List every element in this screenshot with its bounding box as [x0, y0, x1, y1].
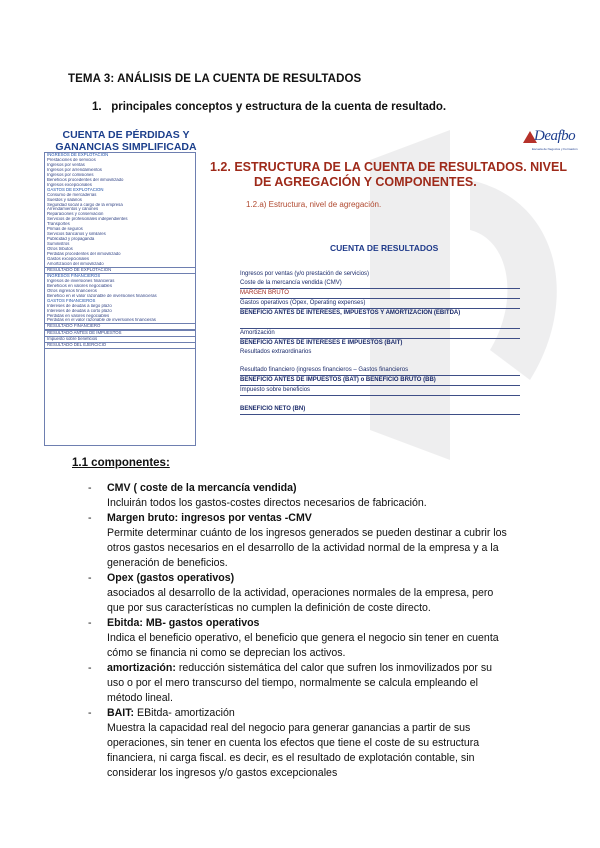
component-term: Margen bruto: ingresos por ventas -CMV [107, 512, 312, 524]
bullet-dash: - [88, 512, 92, 524]
component-term-line [107, 511, 538, 526]
pyg-row: Beneficios en valores negociables [47, 283, 112, 288]
pyg-row: Transportes [47, 222, 70, 227]
income-row: Impuesto sobre beneficios [240, 386, 520, 396]
component-term-rest: EBitda- amortización [134, 707, 235, 719]
pyg-row: Consumo de mercaderías [47, 192, 97, 197]
pyg-row: Sueldos y salarios [47, 197, 82, 202]
slide-title [210, 160, 580, 190]
components-heading: 1.1 componentes: [72, 457, 170, 469]
subsection-number: 1. [92, 101, 102, 113]
component-description-line: que por sus características no cumplen la definición de coste directo. [107, 602, 431, 614]
pyg-row: Ingresos por comisiones [47, 172, 94, 177]
income-row: Gastos operativos (Opex, Operating expenses) [240, 299, 520, 309]
logo-text: Deafbo [534, 128, 576, 144]
component-description-line: Muestra la capacidad real del negocio para generar ganancias a partir de sus [107, 722, 471, 734]
pyg-row: Intereses de deudas a largo plazo [47, 303, 112, 308]
component-description-line: cómo se financia ni como se deprecian los activos. [107, 647, 346, 659]
pyg-row: Primas de seguros [47, 227, 83, 232]
component-term-line [107, 481, 538, 496]
bullet-dash: - [88, 707, 92, 719]
component-description-line: uso o por el mero transcurso del tiempo, normalmente se calcula empleando el [107, 677, 478, 689]
left-figure-title [48, 129, 204, 153]
pyg-row: RESULTADO FINANCIERO [45, 323, 195, 330]
slide-title-line1: 1.2. ESTRUCTURA DE LA CUENTA DE RESULTADOS. NIVEL [210, 160, 567, 174]
pyg-row: Reparaciones y conservación [47, 212, 104, 217]
component-item [88, 571, 538, 616]
pyg-row: Arrendamientos y cánones [47, 207, 99, 212]
income-row: Resultado financiero (ingresos financieros – Gastos financieros [240, 366, 520, 376]
slide-title-line2: DE AGREGACIÓN Y COMPONENTES. [254, 175, 477, 189]
income-row: BENEFICIO ANTES DE IMPUESTOS (BAT) o BENEFICIO BRUTO (BB) [240, 376, 520, 386]
pyg-row: Publicidad y propaganda [47, 237, 95, 242]
bullet-dash: - [88, 572, 92, 584]
logo [520, 128, 580, 154]
pyg-row: INGRESOS DE EXPLOTACIÓN [47, 153, 109, 157]
component-term-line [107, 616, 538, 631]
component-description-line: Permite determinar cuánto de los ingresos generados se pueden destinar a cubrir los [107, 527, 507, 539]
left-figure-title-line2: GANANCIAS SIMPLIFICADA [55, 141, 197, 153]
component-description-line: Incluirán todos los gastos-costes directos necesarios de fabricación. [107, 497, 427, 509]
component-item [88, 706, 538, 781]
slide-subtitle: 1.2.a) Estructura, nivel de agregación. [246, 200, 382, 209]
pyg-row: RESULTADO DE EXPLOTACIÓN [45, 267, 195, 274]
pyg-row: Pérdidas en valores negociables [47, 313, 110, 318]
component-term: amortización: [107, 662, 176, 674]
component-description-line: generación de beneficios. [107, 557, 228, 569]
component-term-line [107, 661, 538, 676]
pyg-row: Prestaciones de servicios [47, 157, 96, 162]
logo-subtitle: Escuela de Negocios y Formación [532, 147, 578, 151]
pyg-row: Impuesto sobre beneficios [47, 337, 98, 342]
component-term: Ebitda: MB- gastos operativos [107, 617, 260, 629]
pyg-row: Ingresos excepcionales [47, 182, 92, 187]
component-description-line: otros gastos necesarios en el desarrollo de la actividad normal de la empresa y a la [107, 542, 499, 554]
pyg-row: Beneficio en el valor razonable de inversiones financieras [47, 293, 157, 298]
components-list [88, 481, 538, 781]
pyg-row: Beneficios procedentes del inmovilizado [47, 177, 124, 182]
income-row [240, 396, 520, 405]
component-term-line [107, 706, 538, 721]
pyg-row: Otros tributos [47, 247, 73, 252]
bullet-dash: - [88, 617, 92, 629]
pyg-row: Servicios bancarios y similares [47, 232, 106, 237]
pyg-row: Suministros [47, 242, 70, 247]
income-row: Resultados extraordinarios [240, 348, 312, 355]
bullet-dash: - [88, 662, 92, 674]
income-row: Ingresos por ventas (y/o prestación de servicios) [240, 271, 370, 277]
simplified-pyg-table [44, 152, 196, 446]
bullet-dash: - [88, 482, 92, 494]
page-title: TEMA 3: ANÁLISIS DE LA CUENTA DE RESULTADOS [68, 73, 362, 85]
component-term-line [107, 571, 538, 586]
subsection-text: principales conceptos y estructura de la cuenta de resultado. [111, 101, 447, 113]
pyg-row: Ingresos por ventas [47, 162, 85, 167]
pyg-row: Pérdidas procedentes del inmovilizado [47, 252, 121, 257]
income-row [240, 318, 520, 328]
income-row: BENEFICIO ANTES DE INTERESES, IMPUESTOS Y AMORTIZACIÓN (EBITDA) [240, 310, 461, 317]
income-row: BENEFICIO NETO (BN) [240, 405, 520, 415]
component-term-rest: reducción sistemática del calor que sufren los inmovilizados por su [175, 662, 493, 674]
pyg-row: Otros ingresos financieros [47, 288, 97, 293]
income-row: BENEFICIO ANTES DE INTERESES E IMPUESTOS (BAIT) [240, 339, 403, 346]
component-term: BAIT: [107, 707, 135, 719]
income-statement-table [240, 270, 520, 415]
component-item [88, 481, 538, 511]
component-item [88, 616, 538, 661]
pyg-row: Gastos excepcionales [47, 257, 90, 262]
pyg-row: RESULTADO ANTES DE IMPUESTOS [45, 330, 195, 337]
pyg-row: Intereses de deudas a corto plazo [47, 308, 112, 313]
component-description-line: asociados al desarrollo de la actividad, operaciones normales de la empresa, pero [107, 587, 494, 599]
pyg-row: GASTOS FINANCIEROS [47, 298, 96, 303]
component-description-line: considerar los ingresos y/o gastos excepcionales [107, 767, 338, 779]
pyg-row: Amortización del inmovilizado [47, 261, 104, 266]
component-term: Opex (gastos operativos) [107, 572, 235, 584]
pyg-row: INGRESOS FINANCIEROS [47, 273, 101, 278]
income-row: MARGEN BRUTO [240, 289, 520, 299]
income-row: Coste de la mercancía vendida (CMV) [240, 279, 520, 289]
pyg-row: Ingresos de inversiones financieras [47, 278, 115, 283]
subsection-title [92, 101, 446, 113]
pyg-row: RESULTADO DEL EJERCICIO [45, 342, 195, 349]
income-row [240, 357, 520, 366]
pyg-row: Ingresos por arrendamientos [47, 167, 102, 172]
component-item [88, 511, 538, 571]
pyg-row: Servicios de profesionales independientes [47, 217, 128, 222]
pyg-row: Seguridad social a cargo de la empresa [47, 202, 123, 207]
component-description-line: Indica el beneficio operativo, el beneficio que genera el negocio sin tener en cuenta [107, 632, 499, 644]
component-term: CMV ( coste de la mercancía vendida) [107, 482, 297, 494]
component-description-line: método lineal. [107, 692, 173, 704]
component-description-line: financiera, ni carga fiscal. es decir, es el resultado de explotación contable, sin [107, 752, 475, 764]
pyg-row: GASTOS DE EXPLOTACIÓN [47, 187, 104, 192]
pyg-row: Pérdidas en el valor razonable de inversiones financieras [47, 318, 156, 323]
left-figure-title-line1: CUENTA DE PÉRDIDAS Y [62, 129, 190, 141]
component-description-line: operaciones, sin tener en cuenta los efectos que tiene el coste de su estructura [107, 737, 480, 749]
income-statement-title: CUENTA DE RESULTADOS [330, 243, 439, 253]
component-item [88, 661, 538, 706]
income-row: Amortización [240, 329, 520, 339]
